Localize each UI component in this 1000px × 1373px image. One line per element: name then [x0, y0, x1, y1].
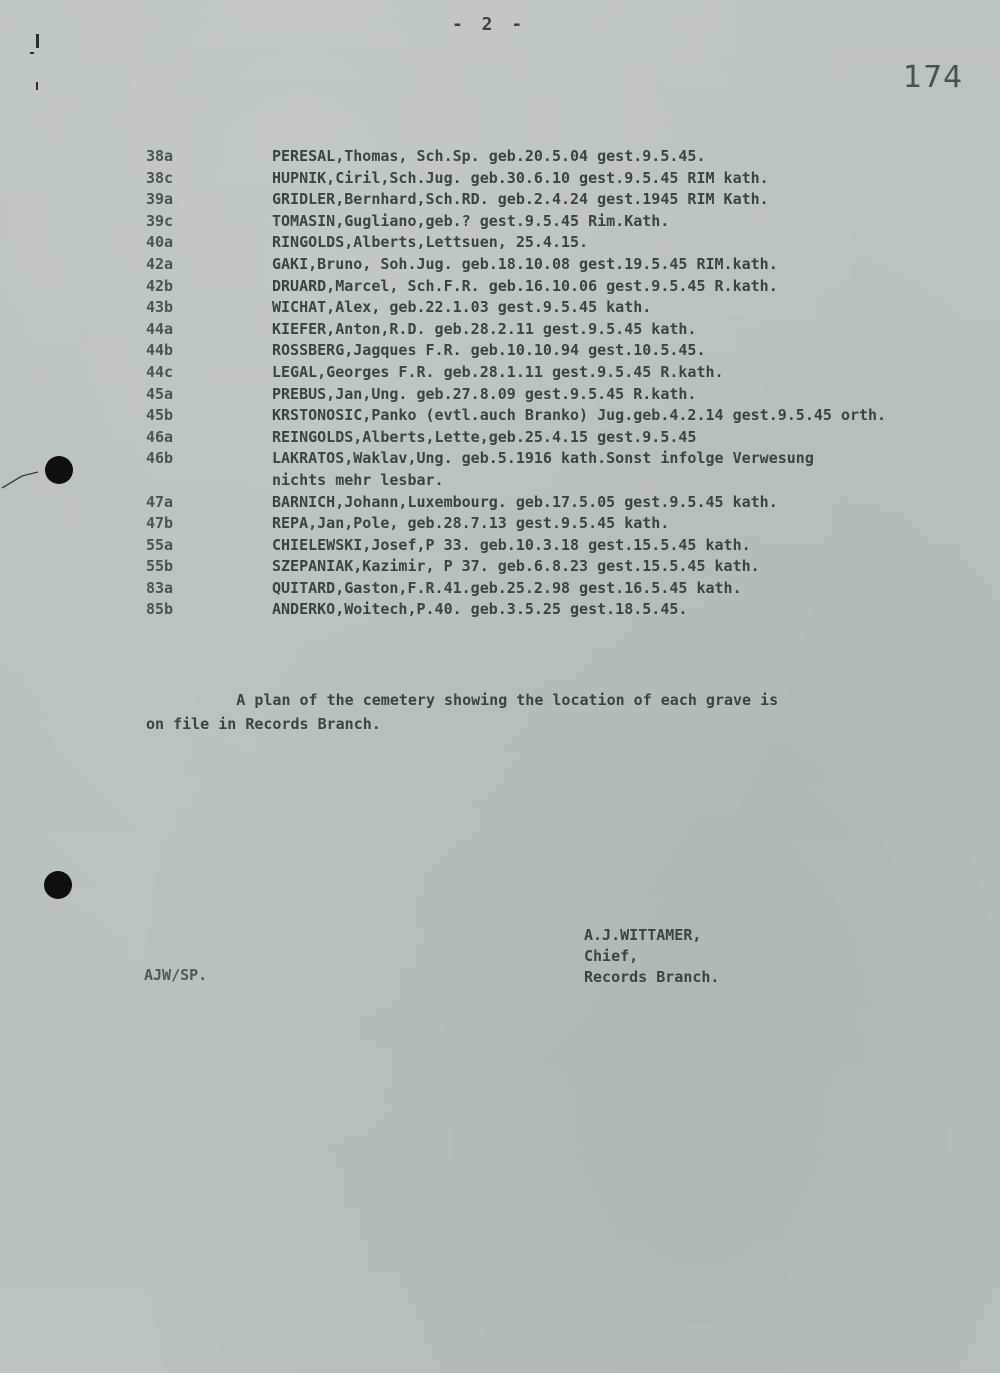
cemetery-plan-note	[146, 688, 778, 736]
grave-entry-text: SZEPANIAK,Kazimir, P 37. geb.6.8.23 gest.15.5.45 kath.	[272, 557, 760, 576]
signatory-name: A.J.WITTAMER,	[584, 926, 702, 944]
grave-entry-text: BARNICH,Johann,Luxembourg. geb.17.5.05 gest.9.5.45 kath.	[272, 492, 778, 511]
grave-entry	[146, 147, 986, 169]
margin-mark	[30, 52, 34, 54]
grave-entry	[146, 320, 986, 342]
grave-entry	[146, 363, 986, 385]
grave-code: 46b	[146, 449, 174, 468]
grave-entry-text: RINGOLDS,Alberts,Lettsuen, 25.4.15.	[272, 233, 589, 252]
grave-entry-text: LEGAL,Georges F.R. geb.28.1.11 gest.9.5.45 R.kath.	[272, 362, 724, 381]
grave-entry	[146, 385, 986, 407]
grave-entry	[146, 233, 986, 255]
grave-entry	[146, 428, 986, 450]
grave-entry	[146, 406, 986, 428]
margin-pencil-mark	[0, 470, 40, 490]
page-number: - 2 -	[452, 14, 527, 35]
grave-entry	[146, 514, 986, 536]
grave-entry-text: ANDERKO,Woitech,P.40. geb.3.5.25 gest.18.5.45.	[272, 600, 688, 619]
grave-code: 45b	[146, 406, 174, 425]
grave-code: 55a	[146, 535, 174, 554]
grave-entry	[146, 255, 986, 277]
grave-entry	[146, 557, 986, 579]
grave-entry-text: GRIDLER,Bernhard,Sch.RD. geb.2.4.24 gest.1945 RIM Kath.	[272, 190, 769, 209]
grave-code: 38c	[146, 168, 174, 187]
grave-entry-text: QUITARD,Gaston,F.R.41.geb.25.2.98 gest.16.5.45 kath.	[272, 578, 742, 597]
grave-code: 85b	[146, 600, 174, 619]
grave-entry-text: LAKRATOS,Waklav,Ung. geb.5.1916 kath.Sonst infolge Verwesung	[272, 449, 814, 468]
grave-entry	[146, 579, 986, 601]
grave-code: 44a	[146, 319, 174, 338]
grave-entry	[146, 277, 986, 299]
grave-code: 39a	[146, 190, 174, 209]
grave-entries-list	[146, 147, 986, 622]
grave-code: 44b	[146, 341, 174, 360]
grave-entry-text: HUPNIK,Ciril,Sch.Jug. geb.30.6.10 gest.9.5.45 RIM kath.	[272, 168, 769, 187]
grave-entry-text: CHIELEWSKI,Josef,P 33. geb.10.3.18 gest.15.5.45 kath.	[272, 535, 751, 554]
grave-code: 46a	[146, 427, 174, 446]
grave-entry	[146, 169, 986, 191]
grave-entry-text: REINGOLDS,Alberts,Lette,geb.25.4.15 gest.9.5.45	[272, 427, 697, 446]
grave-code: 38a	[146, 147, 174, 165]
margin-mark	[36, 34, 39, 48]
grave-entry-text: TOMASIN,Gugliano,geb.? gest.9.5.45 Rim.Kath.	[272, 211, 670, 230]
grave-code: 44c	[146, 362, 174, 381]
grave-code: 42b	[146, 276, 174, 295]
grave-entry-text: PERESAL,Thomas, Sch.Sp. geb.20.5.04 gest.9.5.45.	[272, 147, 706, 165]
punch-hole	[45, 456, 73, 484]
grave-entry-text: WICHAT,Alex, geb.22.1.03 gest.9.5.45 kath.	[272, 298, 652, 317]
grave-entry	[146, 536, 986, 558]
grave-code: 40a	[146, 233, 174, 252]
grave-entry	[146, 449, 986, 471]
punch-hole	[44, 871, 72, 899]
grave-entry-text: KIEFER,Anton,R.D. geb.28.2.11 gest.9.5.45 kath.	[272, 319, 697, 338]
grave-code: 43b	[146, 298, 174, 317]
grave-code: 83a	[146, 578, 174, 597]
note-line-2: on file in Records Branch.	[146, 715, 381, 733]
grave-entry	[146, 493, 986, 515]
grave-entry-text: PREBUS,Jan,Ung. geb.27.8.09 gest.9.5.45 R.kath.	[272, 384, 697, 403]
grave-code: 45a	[146, 384, 174, 403]
grave-code: 55b	[146, 557, 174, 576]
grave-entry	[146, 298, 986, 320]
grave-entry	[146, 190, 986, 212]
grave-entry-text: KRSTONOSIC,Panko (evtl.auch Branko) Jug.geb.4.2.14 gest.9.5.45 orth.	[272, 406, 887, 425]
grave-entry-text: nichts mehr lesbar.	[272, 470, 444, 489]
grave-code: 42a	[146, 254, 174, 273]
grave-entry-text: DRUARD,Marcel, Sch.F.R. geb.16.10.06 gest.9.5.45 R.kath.	[272, 276, 778, 295]
grave-entry	[146, 341, 986, 363]
grave-entry	[146, 600, 986, 622]
note-line-1: A plan of the cemetery showing the location of each grave is	[146, 691, 779, 709]
grave-entry	[146, 212, 986, 234]
grave-code: 39c	[146, 211, 174, 230]
grave-entry-text: GAKI,Bruno, Soh.Jug. geb.18.10.08 gest.19.5.45 RIM.kath.	[272, 254, 778, 273]
grave-code: 47b	[146, 514, 174, 533]
folio-number: 174	[903, 60, 964, 95]
grave-entry-text: ROSSBERG,Jagques F.R. geb.10.10.94 gest.10.5.45.	[272, 341, 706, 360]
signatory-title: Chief,	[584, 947, 639, 965]
reference-initials: AJW/SP.	[144, 966, 208, 984]
margin-mark	[36, 82, 38, 90]
signatory-branch: Records Branch.	[584, 968, 720, 986]
grave-entry-text: REPA,Jan,Pole, geb.28.7.13 gest.9.5.45 kath.	[272, 514, 670, 533]
signature-block	[584, 925, 719, 988]
grave-entry-continuation	[146, 471, 986, 493]
grave-code: 47a	[146, 492, 174, 511]
